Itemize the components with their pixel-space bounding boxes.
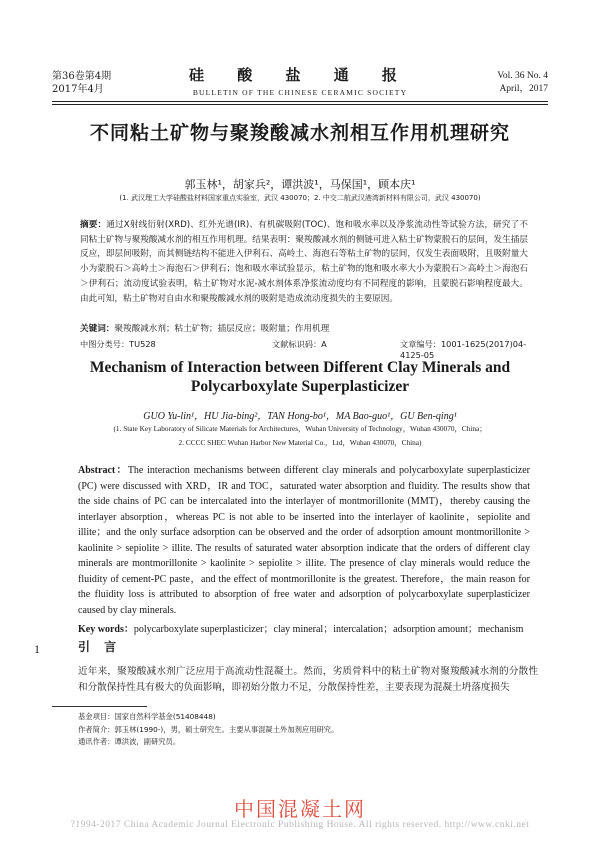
journal-title-en: BULLETIN OF THE CHINESE CERAMIC SOCIETY xyxy=(192,88,408,97)
keywords-cn xyxy=(80,322,329,334)
affiliations-en xyxy=(0,422,600,450)
paper-title-cn: 不同粘土矿物与聚羧酸减水剂相互作用机理研究 xyxy=(89,122,510,144)
abstract-cn xyxy=(80,218,528,306)
paper-title-en xyxy=(0,358,600,396)
authors-en: GUO Yu-lin¹，HU Jia-bing²，TAN Hong-bo¹，MA Bao-guo¹，GU Ben-qing¹ xyxy=(143,411,457,422)
date-en: April，2017 xyxy=(499,84,548,94)
keywords-en xyxy=(78,620,530,635)
abstract-cn-text: 通过X射线衍射(XRD)、红外光谱(IR)、有机碳吸附(TOC)、饱和吸水率以及净浆流动性等试验方法，研究了不同粘土矿物与聚羧酸减水剂的相互作用机理。结果表明：聚羧酸减水剂的侧链可进入粘土矿物蒙脱石的层间，发生插层反应，即层间吸附，而其侧链结构不能进入伊利石、高岭土、海泡石等粘土矿物的层间，仅发生表面吸附，且吸附量大小为蒙脱石＞高岭土＞海泡石＞伊利石；饱和吸水率试验显示，粘土矿物的饱和吸水率大小为蒙脱石＞高岭土＞海泡石＞伊利石；流动度试验表明，粘土矿物对水泥-减水剂体系净浆流动度均有不同程度的影响，且蒙脱石影响程度最大。由此可知，粘土矿物对自由水和聚羧酸减水剂的吸附是造成流动度损失的主要原因。 xyxy=(80,220,528,304)
affiliation-en-1: (1. State Key Laboratory of Silicate Materials for Architectures，Wuhan University of Technology，Wuhan 430070，China； xyxy=(113,424,487,433)
keywords-en-text: polycarboxylate superplasticizer；clay mineral；intercalation；adsorption amount；mechanism xyxy=(133,624,524,635)
affiliations-cn: (1. 武汉理工大学硅酸盐材料国家重点实验室，武汉 430070；2. 中交二航武汉港湾新材料有限公司，武汉 430070) xyxy=(119,194,481,202)
header-volume-info-en xyxy=(497,70,548,96)
paper-title-en-line1: Mechanism of Interaction between Different Clay Minerals and xyxy=(89,359,511,376)
date-cn: 2017年4月 xyxy=(52,84,104,95)
clc-number: 中图分类号：TU528 xyxy=(80,339,156,349)
copyright-line: ?1994-2017 China Academic Journal Electronic Publishing House. All rights reserved. http://www.cnki.net xyxy=(70,820,530,830)
document-code: 文献标识码：A xyxy=(272,339,327,349)
footnote-rule xyxy=(52,706,147,707)
watermark-logo: 中国混凝土网 xyxy=(234,797,366,821)
journal-title-cn: 硅 酸 盐 通 报 xyxy=(189,66,411,84)
header-rule-thick xyxy=(52,101,548,102)
volume-issue-cn: 第36卷第4期 xyxy=(52,71,112,82)
footnotes xyxy=(78,711,338,749)
abstract-en-label: Abstract： xyxy=(78,465,128,476)
keywords-cn-label: 关键词： xyxy=(80,324,115,334)
section-body: 近年来，聚羧酸减水剂广泛应用于高流动性混凝土。然而，劣质骨料中的粘土矿物对聚羧酸减水剂的分散性和分散保持性具有极大的负面影响，即初始分散力不足，分散保持性差，主要表现为混凝土坍落度损失 xyxy=(78,666,538,693)
keywords-en-label: Key words： xyxy=(78,624,134,635)
header-rule-thin xyxy=(52,104,548,105)
paper-title-en-line2: Polycarboxylate Superplasticizer xyxy=(190,378,410,395)
section-title: 引 言 xyxy=(78,640,122,654)
abstract-cn-label: 摘要： xyxy=(80,220,107,230)
affiliation-en-2: 2. CCCC SHEC Wuhan Harbor New Material Co.，Ltd，Wuhan 430070，China) xyxy=(178,438,422,447)
section-number: 1 xyxy=(34,642,40,656)
abstract-en-text: The interaction mechanisms between different clay minerals and polycarboxylate superplasticizer (PC) were discussed with XRD，IR and TOC，saturated water absorption and fluidity. The results show that the side chains of PC can be intercalated into the interlayer of montmorillonite (MMT)，thereby causing the interlayer absorption，whereas PC is not able to be inserted into the interlayer of kaolinite，sepiolite and illite；and the only surface adsorption can be observed and the order of adsorption amount montmorillonite > kaolinite > sepiolite > illite. The results of saturated water absorption indicate that the orders of different clay minerals are montmorillonite > kaolinite > sepiolite > illite. The presence of clay minerals would reduce the fluidity of cement-PC paste，and the effect of montmorillonite is the greatest. Therefore，the main reason for the fluidity loss is attributed to absorption of free water and adsorption of polycarboxylate superplasticizer caused by clay minerals. xyxy=(78,465,530,616)
volume-issue-en: Vol. 36 No. 4 xyxy=(497,71,548,81)
authors-cn: 郭玉林¹，胡家兵²，谭洪波¹，马保国¹，顾本庆¹ xyxy=(184,178,416,191)
footnote-corresponding: 通讯作者：谭洪波，副研究员。 xyxy=(78,737,181,746)
keywords-cn-text: 聚羧酸减水剂；粘土矿物；插层反应；吸附量；作用机理 xyxy=(114,324,330,334)
footnote-funding: 基金项目：国家自然科学基金(51408448) xyxy=(78,712,216,721)
article-number: 文章编号：1001-1625(2017)04-4125-05 xyxy=(400,339,527,360)
abstract-en xyxy=(78,463,530,618)
footnote-author-bio: 作者简介：郭玉林(1990-)，男，硕士研究生。主要从事混凝土外加剂应用研究。 xyxy=(78,724,339,734)
